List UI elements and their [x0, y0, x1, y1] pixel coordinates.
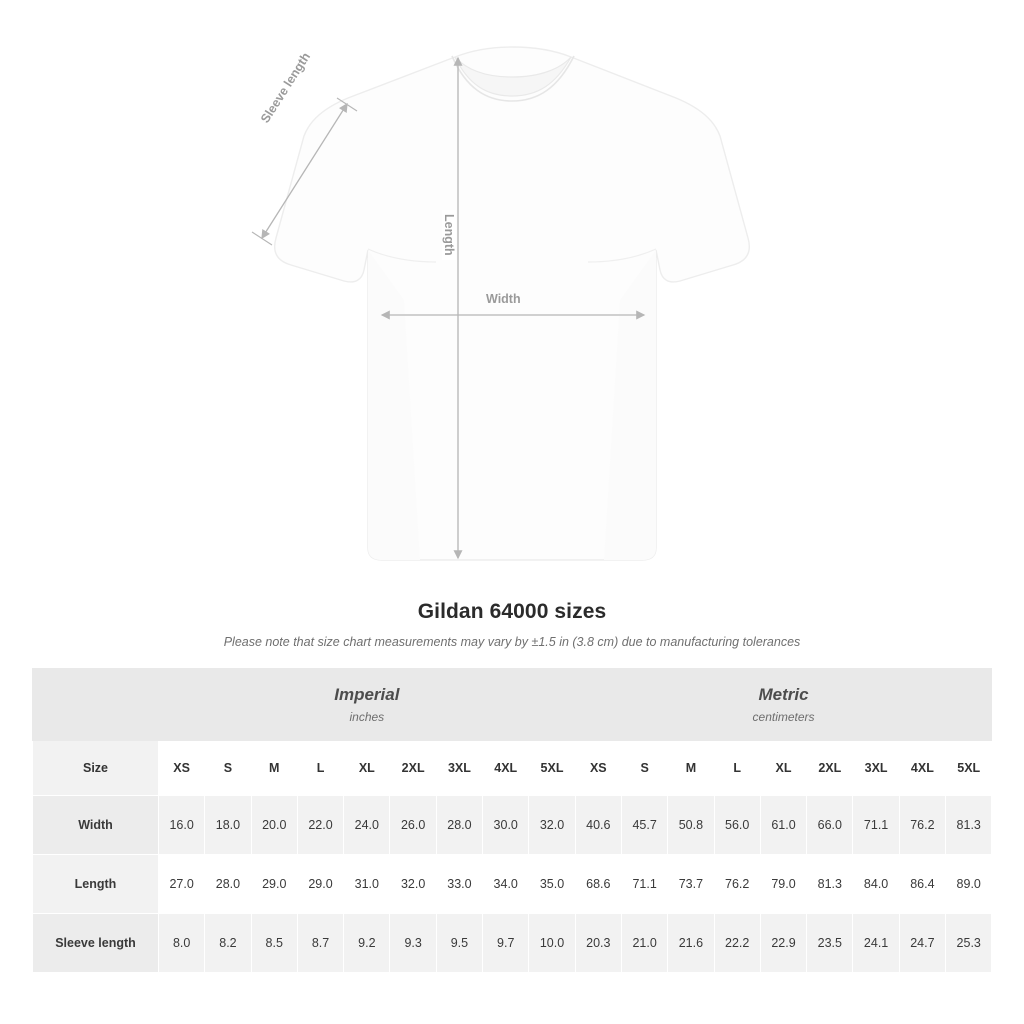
cell-width-imperial-xl: 24.0 — [344, 796, 390, 855]
row-label-sleeve-length: Sleeve length — [33, 914, 159, 973]
unit-header-metric — [575, 669, 992, 741]
cell-sleeve-metric-xl: 22.9 — [760, 914, 806, 973]
unit-name-metric: Metric — [758, 685, 809, 704]
cell-width-metric-xl: 61.0 — [760, 796, 806, 855]
cell-width-imperial-l: 22.0 — [297, 796, 343, 855]
unit-sub-metric: centimeters — [752, 710, 815, 724]
table-row — [33, 796, 992, 855]
page-title: Gildan 64000 sizes — [417, 600, 607, 623]
cell-sleeve-imperial-4xl: 9.7 — [483, 914, 529, 973]
cell-sleeve-imperial-5xl: 10.0 — [529, 914, 575, 973]
cell-width-imperial-4xl: 30.0 — [483, 796, 529, 855]
size-header-metric-m: M — [668, 741, 714, 796]
cell-width-metric-2xl: 66.0 — [807, 796, 853, 855]
width-label: Width — [481, 292, 526, 306]
cell-width-metric-5xl: 81.3 — [946, 796, 992, 855]
cell-sleeve-metric-2xl: 23.5 — [807, 914, 853, 973]
size-header-imperial-s: S — [205, 741, 251, 796]
cell-length-metric-5xl: 89.0 — [946, 855, 992, 914]
size-header-metric-2xl: 2XL — [807, 741, 853, 796]
cell-sleeve-imperial-2xl: 9.3 — [390, 914, 436, 973]
cell-length-metric-xl: 79.0 — [760, 855, 806, 914]
size-header-imperial-l: L — [297, 741, 343, 796]
cell-width-metric-m: 50.8 — [668, 796, 714, 855]
size-label-cell: Size — [33, 741, 159, 796]
cell-sleeve-imperial-xs: 8.0 — [159, 914, 205, 973]
cell-sleeve-metric-3xl: 24.1 — [853, 914, 899, 973]
size-header-metric-xl: XL — [760, 741, 806, 796]
cell-width-imperial-5xl: 32.0 — [529, 796, 575, 855]
unit-header-imperial — [159, 669, 576, 741]
size-header-imperial-m: M — [251, 741, 297, 796]
unit-header-row — [33, 669, 992, 741]
cell-length-metric-l: 76.2 — [714, 855, 760, 914]
unit-sub-imperial: inches — [349, 710, 385, 724]
cell-length-metric-2xl: 81.3 — [807, 855, 853, 914]
size-header-metric-4xl: 4XL — [899, 741, 945, 796]
cell-width-imperial-m: 20.0 — [251, 796, 297, 855]
cell-width-metric-l: 56.0 — [714, 796, 760, 855]
cell-width-metric-3xl: 71.1 — [853, 796, 899, 855]
size-header-imperial-xs: XS — [159, 741, 205, 796]
cell-width-imperial-s: 18.0 — [205, 796, 251, 855]
cell-length-imperial-xl: 31.0 — [344, 855, 390, 914]
cell-sleeve-imperial-m: 8.5 — [251, 914, 297, 973]
table-row — [33, 914, 992, 973]
size-header-imperial-xl: XL — [344, 741, 390, 796]
cell-width-imperial-2xl: 26.0 — [390, 796, 436, 855]
cell-sleeve-imperial-l: 8.7 — [297, 914, 343, 973]
row-label-length: Length — [33, 855, 159, 914]
cell-length-metric-m: 73.7 — [668, 855, 714, 914]
cell-length-imperial-5xl: 35.0 — [529, 855, 575, 914]
table-corner-cell — [33, 669, 159, 741]
cell-length-imperial-m: 29.0 — [251, 855, 297, 914]
cell-width-metric-4xl: 76.2 — [899, 796, 945, 855]
cell-sleeve-metric-5xl: 25.3 — [946, 914, 992, 973]
cell-length-imperial-s: 28.0 — [205, 855, 251, 914]
size-header-metric-5xl: 5XL — [946, 741, 992, 796]
cell-length-imperial-xs: 27.0 — [159, 855, 205, 914]
cell-width-metric-xs: 40.6 — [575, 796, 621, 855]
cell-sleeve-imperial-xl: 9.2 — [344, 914, 390, 973]
size-header-imperial-4xl: 4XL — [483, 741, 529, 796]
cell-width-metric-s: 45.7 — [621, 796, 667, 855]
cell-length-imperial-4xl: 34.0 — [483, 855, 529, 914]
chart-header — [0, 600, 1024, 649]
size-header-imperial-3xl: 3XL — [436, 741, 482, 796]
cell-length-imperial-l: 29.0 — [297, 855, 343, 914]
cell-sleeve-metric-m: 21.6 — [668, 914, 714, 973]
size-header-row — [33, 741, 992, 796]
size-header-metric-l: L — [714, 741, 760, 796]
length-label: Length — [442, 210, 456, 260]
cell-sleeve-metric-s: 21.0 — [621, 914, 667, 973]
row-label-width: Width — [33, 796, 159, 855]
cell-length-metric-xs: 68.6 — [575, 855, 621, 914]
cell-sleeve-metric-l: 22.2 — [714, 914, 760, 973]
tolerance-note: Please note that size chart measurements may vary by ±1.5 in (3.8 cm) due to manufacturing tolerances — [223, 635, 801, 649]
size-header-metric-s: S — [621, 741, 667, 796]
unit-name-imperial: Imperial — [334, 685, 400, 704]
size-header-metric-3xl: 3XL — [853, 741, 899, 796]
cell-length-imperial-3xl: 33.0 — [436, 855, 482, 914]
size-chart-table — [32, 668, 992, 973]
size-table-wrapper — [32, 668, 992, 973]
cell-length-metric-3xl: 84.0 — [853, 855, 899, 914]
cell-width-imperial-3xl: 28.0 — [436, 796, 482, 855]
cell-sleeve-imperial-3xl: 9.5 — [436, 914, 482, 973]
size-header-imperial-5xl: 5XL — [529, 741, 575, 796]
cell-width-imperial-xs: 16.0 — [159, 796, 205, 855]
sleeve-length-label: Sleeve length — [258, 50, 314, 126]
cell-sleeve-metric-xs: 20.3 — [575, 914, 621, 973]
size-header-metric-xs: XS — [575, 741, 621, 796]
cell-length-imperial-2xl: 32.0 — [390, 855, 436, 914]
cell-length-metric-4xl: 86.4 — [899, 855, 945, 914]
cell-sleeve-metric-4xl: 24.7 — [899, 914, 945, 973]
table-row — [33, 855, 992, 914]
size-header-imperial-2xl: 2XL — [390, 741, 436, 796]
cell-length-metric-s: 71.1 — [621, 855, 667, 914]
cell-sleeve-imperial-s: 8.2 — [205, 914, 251, 973]
